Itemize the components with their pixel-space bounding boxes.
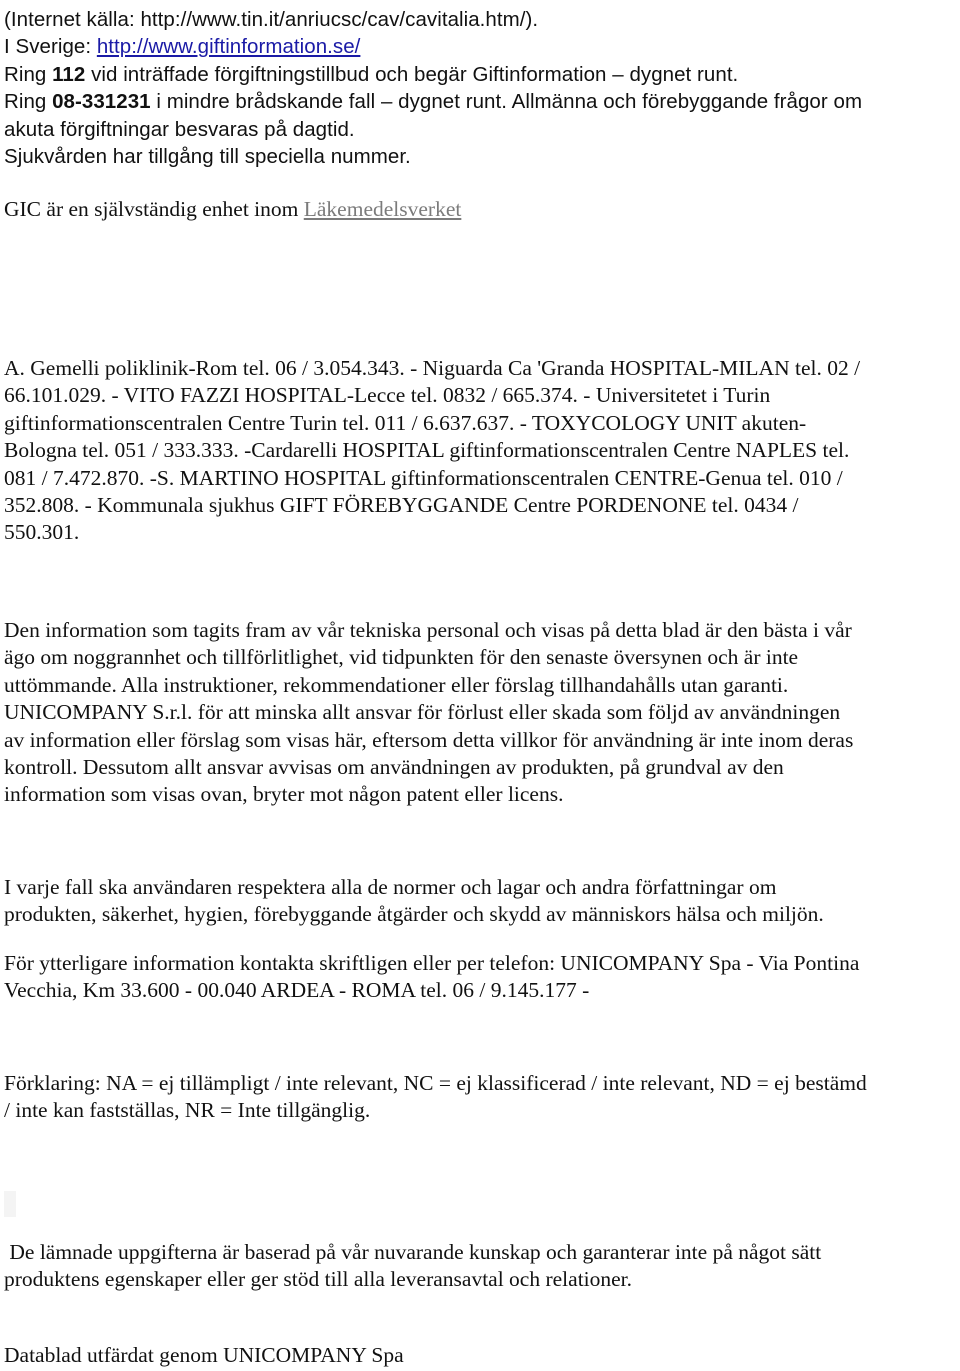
hospitals-line: 081 / 7.472.870. -S. MARTINO HOSPITAL giftinformationscentralen CENTRE-Genua tel. 010 /: [4, 465, 843, 490]
hospitals-line: 550.301.: [4, 520, 80, 545]
basis-line: produktens egenskaper eller ger stöd till alla leveransavtal och relationer.: [4, 1267, 633, 1292]
ring-08-text: i mindre brådskande fall – dygnet runt. Allmänna och förebyggande frågor om: [150, 90, 863, 114]
hospitals-line: 352.808. - Kommunala sjukhus GIFT FÖREBYGGANDE Centre PORDENONE tel. 0434 /: [4, 493, 799, 518]
disclaimer-line: ägo om noggrannhet och tillförlitlighet, vid tidpunkten för den senaste översynen och är inte: [4, 645, 799, 670]
ring-112-text: vid inträffade förgiftningstillbud och begär Giftinformation – dygnet runt.: [85, 62, 739, 86]
lakemedelsverket-link[interactable]: Läkemedelsverket: [303, 197, 462, 221]
sweden-line: [4, 33, 956, 60]
footer-block: [4, 1342, 956, 1369]
giftinformation-link[interactable]: http://www.giftinformation.se/: [96, 35, 361, 59]
legend-paragraph: [4, 1070, 956, 1125]
ring-08-line: [4, 88, 956, 115]
disclaimer-line: Den information som tagits fram av vår tekniska personal och visas på detta blad är den bästa i vår: [4, 618, 852, 642]
issued-by-text: Datablad utfärdat genom UNICOMPANY Spa: [4, 1343, 404, 1367]
legend-line: / inte kan fastställas, NR = Inte tillgänglig.: [4, 1098, 371, 1123]
contact-line: Vecchia, Km 33.600 - 00.040 ARDEA - ROMA tel. 06 / 9.145.177 -: [4, 978, 590, 1003]
gic-line: [4, 196, 956, 223]
disclaimer-paragraph: [4, 617, 956, 809]
contact-paragraph: [4, 950, 956, 1005]
hospitals-line: A. Gemelli poliklinik-Rom tel. 06 / 3.054.343. - Niguarda Ca 'Granda HOSPITAL-MILAN tel. 02 /: [4, 356, 861, 380]
disclaimer-line: UNICOMPANY S.r.l. för att minska allt ansvar för förlust eller skada som följd av användningen: [4, 700, 841, 725]
hospitals-line: giftinformationscentralen Centre Turin tel. 011 / 6.637.637. - TOXYCOLOGY UNIT akuten-: [4, 410, 807, 435]
basis-line: De lämnade uppgifterna är baserad på vår nuvarande kunskap och garanterar inte på något sätt: [4, 1240, 822, 1264]
internet-source-line: (Internet källa: http://www.tin.it/anriucsc/cav/cavitalia.htm/).: [4, 8, 539, 31]
sjukvard-line: Sjukvården har tillgång till speciella nummer.: [4, 145, 411, 169]
hospitals-block: [4, 355, 956, 547]
ring-112-line: [4, 61, 956, 88]
source-info-block: [4, 6, 956, 170]
gic-text: GIC är en självständig enhet inom: [4, 197, 304, 221]
ring-08-line-cont: akuta förgiftningar besvaras på dagtid.: [4, 117, 355, 141]
disclaimer-line: av information eller förslag som visas här, eftersom detta villkor för användning är inte inom deras: [4, 727, 854, 752]
gic-block: [4, 196, 956, 223]
disclaimer-line: kontroll. Dessutom allt ansvar avvisas om användningen av produkten, på grundval av den: [4, 755, 784, 780]
respect-line: I varje fall ska användaren respektera alla de normer och lagar och andra författningar om: [4, 875, 777, 899]
basis-paragraph: [4, 1239, 956, 1294]
sweden-prefix: I Sverige:: [4, 35, 97, 59]
nonurgent-number: 08-331231: [52, 90, 151, 114]
hospitals-line: Bologna tel. 051 / 333.333. -Cardarelli HOSPITAL giftinformationscentralen Centre NAPLES tel.: [4, 438, 850, 463]
disclaimer-line: information som visas ovan, bryter mot någon patent eller licens.: [4, 782, 564, 807]
contact-line: För ytterligare information kontakta skriftligen eller per telefon: UNICOMPANY Spa - Via Pontina: [4, 951, 860, 975]
ring-112-prefix: Ring: [4, 62, 53, 86]
disclaimer-line: uttömmande. Alla instruktioner, rekommendationer eller förslag tillhandahålls utan garanti.: [4, 672, 789, 697]
emergency-number: 112: [52, 62, 86, 86]
legend-line: Förklaring: NA = ej tillämpligt / inte relevant, NC = ej klassificerad / inte relevant, ND = ej bestämd: [4, 1071, 867, 1095]
hospitals-line: 66.101.029. - VITO FAZZI HOSPITAL-Lecce tel. 0832 / 665.374. - Universitetet i Turin: [4, 383, 771, 408]
ring-08-prefix: Ring: [4, 90, 53, 114]
empty-cell-marker: [4, 1191, 16, 1217]
respect-line: produkten, säkerhet, hygien, förebyggande åtgärder och skydd av människors hälsa och miljön.: [4, 902, 824, 927]
respect-paragraph: [4, 874, 956, 929]
